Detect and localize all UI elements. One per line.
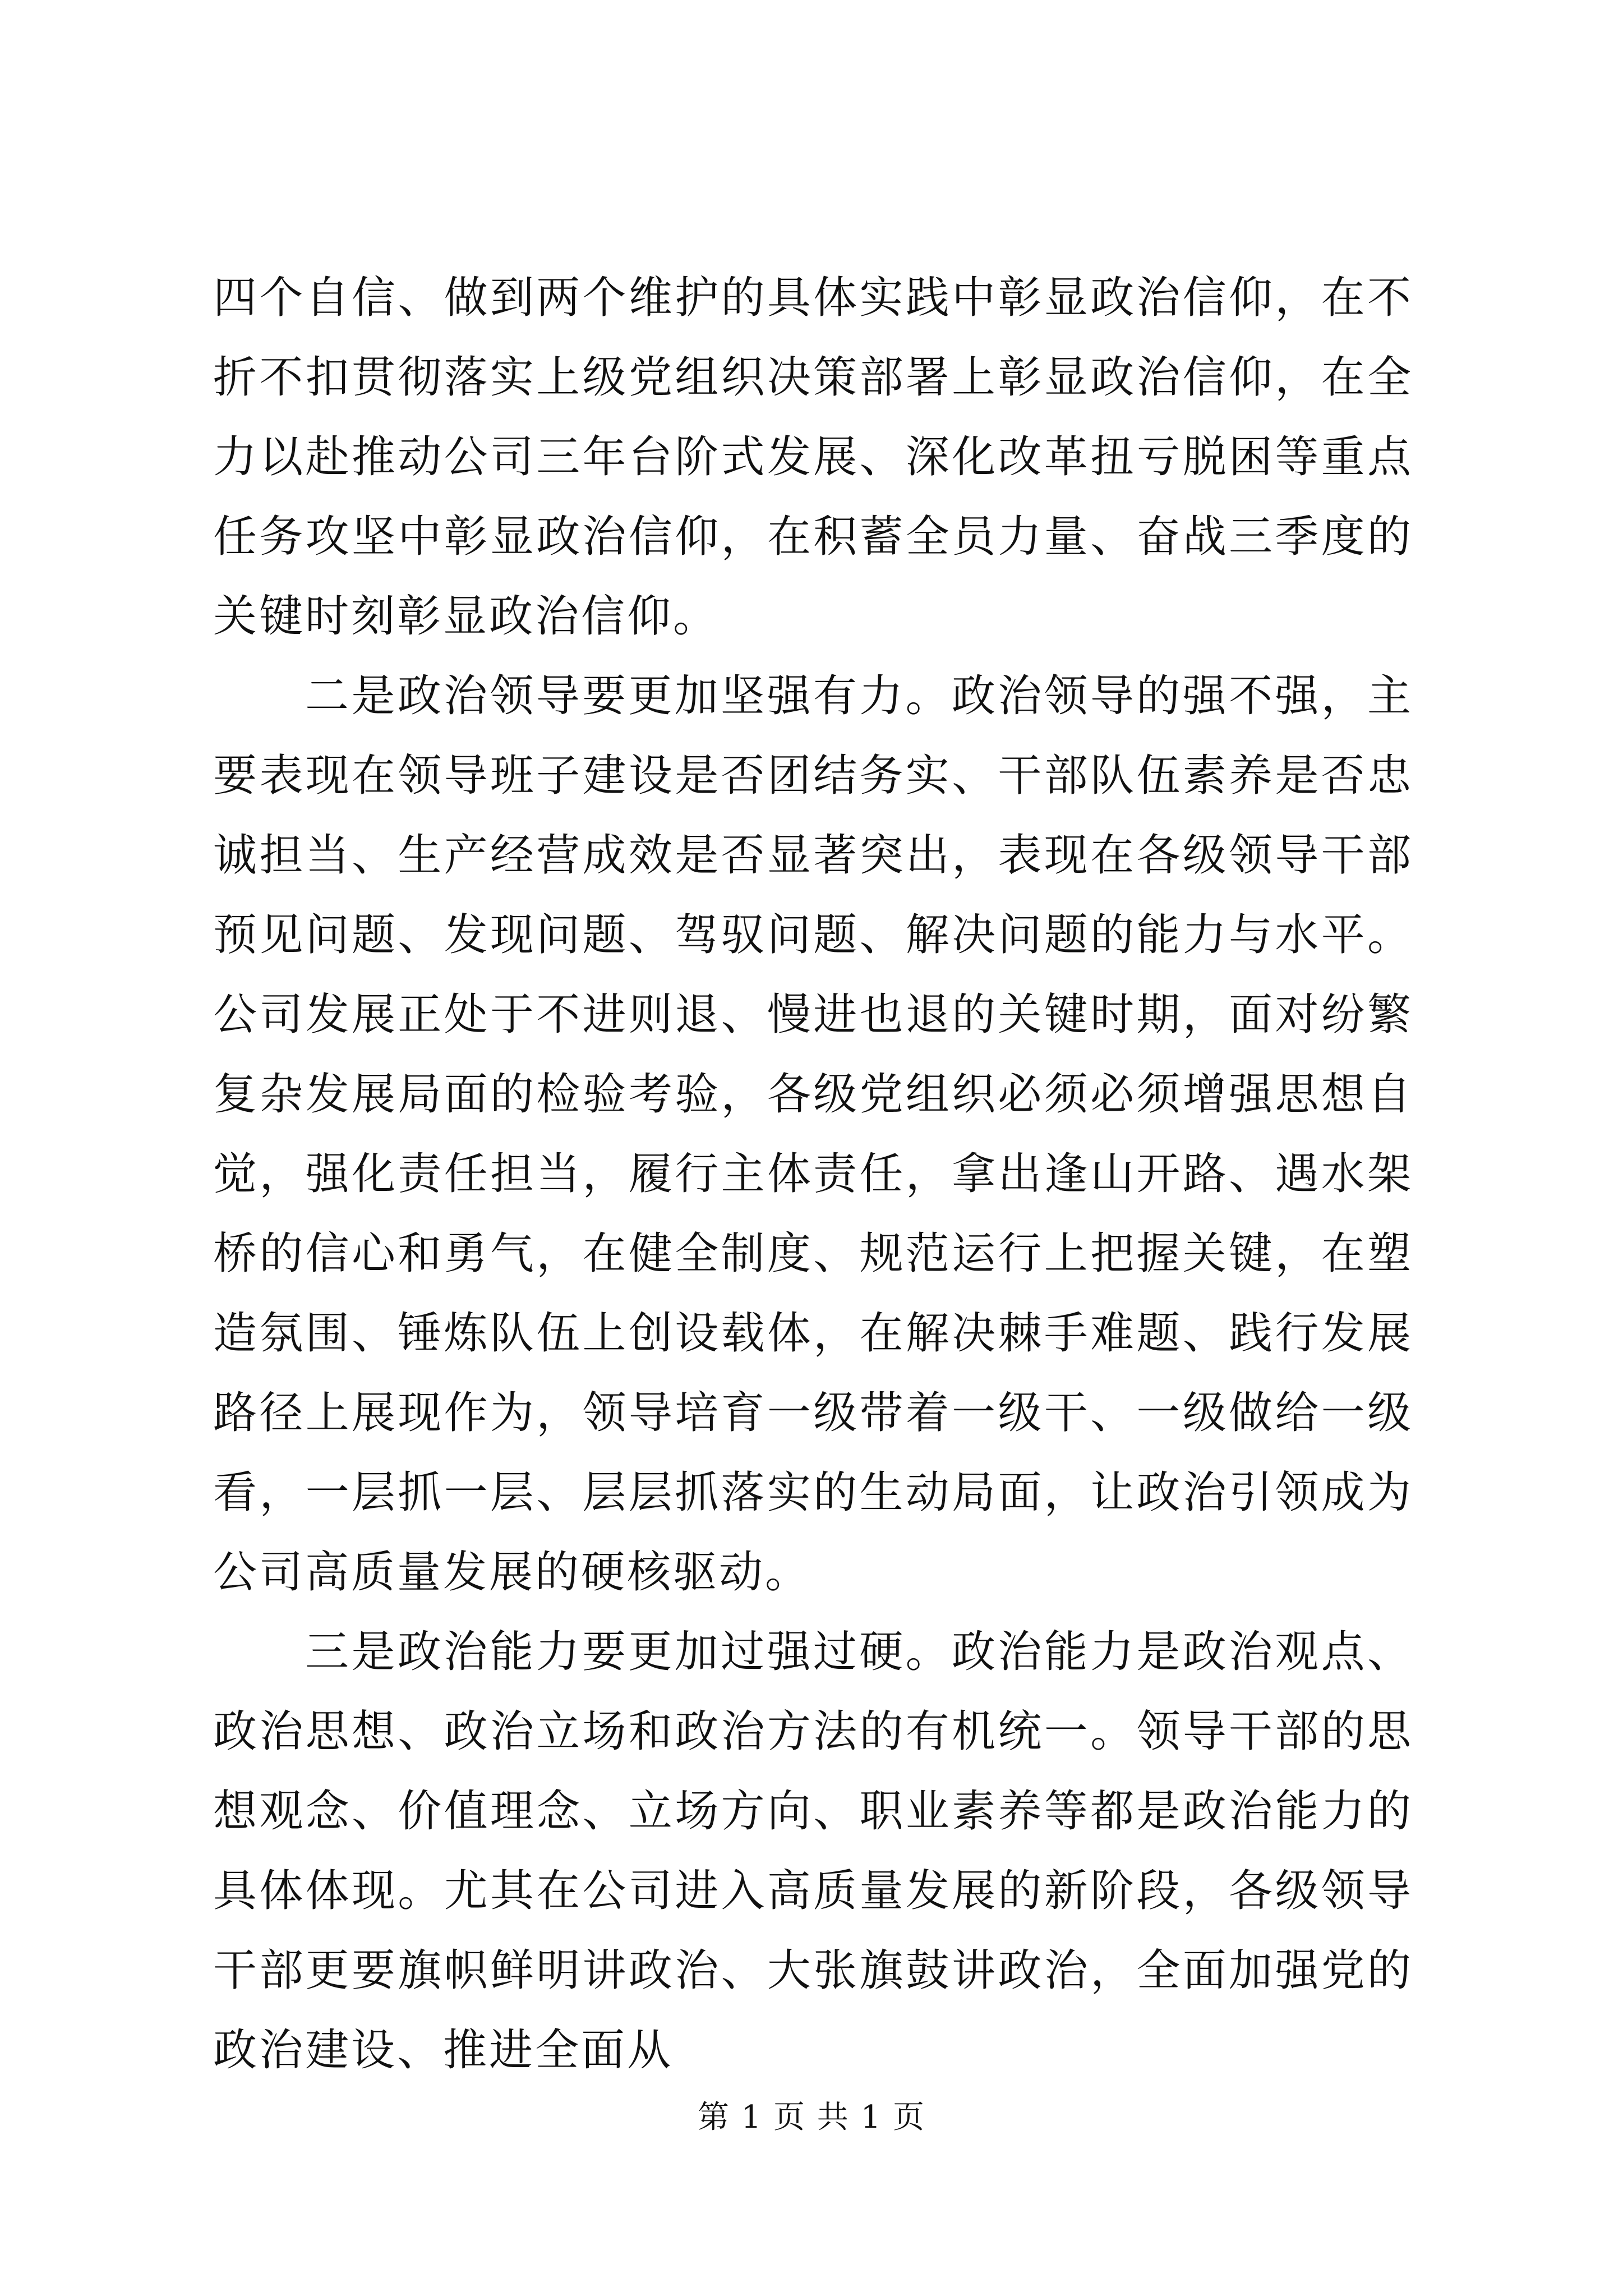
page-number-footer: 第 1 页 共 1 页 — [697, 2099, 926, 2136]
document-body — [213, 258, 1413, 2090]
paragraph-continuation: 四个自信、做到两个维护的具体实践中彰显政治信仰，在不折不扣贯彻落实上级党组织决策部署上彰显政治信仰，在全力以赴推动公司三年台阶式发展、深化改革扭亏脱困等重点任务攻坚中彰显政治信仰，在积蓄全员力量、奋战三季度的关键时刻彰显政治信仰。 — [213, 273, 1413, 642]
paragraph-political-ability: 三是政治能力要更加过强过硬。政治能力是政治观点、政治思想、政治立场和政治方法的有机统一。领导干部的思想观念、价值理念、立场方向、职业素养等都是政治能力的具体体现。尤其在公司进入高质量发展的新阶段，各级领导干部更要旗帜鲜明讲政治、大张旗鼓讲政治，全面加强党的政治建设、推进全面从 — [213, 1627, 1413, 2076]
paragraph-political-leadership: 二是政治领导要更加坚强有力。政治领导的强不强，主要表现在领导班子建设是否团结务实、干部队伍素养是否忠诚担当、生产经营成效是否显著突出，表现在各级领导干部预见问题、发现问题、驾驭问题、解决问题的能力与水平。公司发展正处于不进则退、慢进也退的关键时期，面对纷繁复杂发展局面的检验考验，各级党组织必须必须增强思想自觉，强化责任担当，履行主体责任，拿出逢山开路、遇水架桥的信心和勇气，在健全制度、规范运行上把握关键，在塑造氛围、锤炼队伍上创设载体，在解决棘手难题、践行发展路径上展现作为，领导培育一级带着一级干、一级做给一级看，一层抓一层、层层抓落实的生动局面，让政治引领成为公司高质量发展的硬核驱动。 — [213, 671, 1413, 1598]
